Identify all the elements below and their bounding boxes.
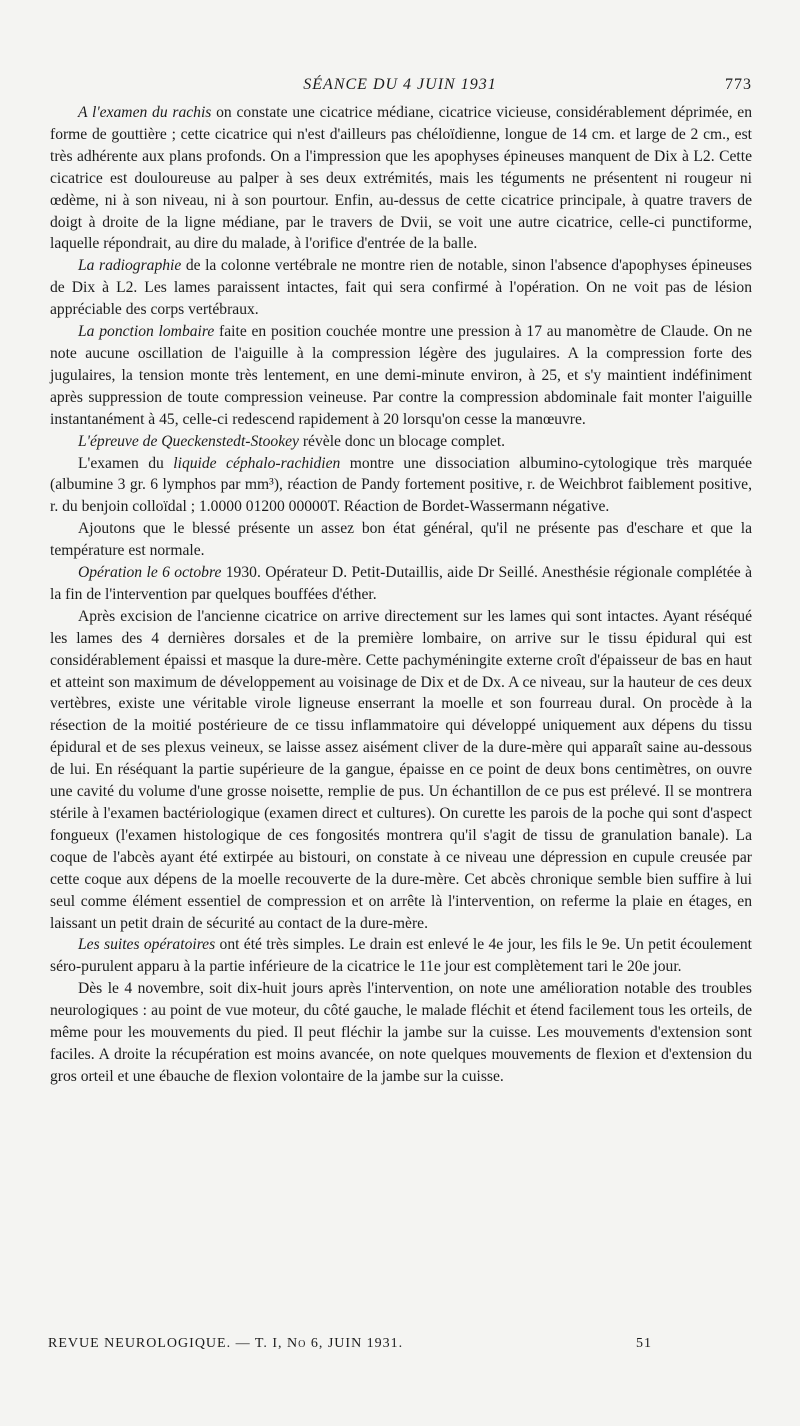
paragraph [50, 562, 752, 606]
journal-citation: REVUE NEUROLOGIQUE. — T. I, No 6, JUIN 1931. [48, 1336, 404, 1351]
paragraph-lead: La ponction lombaire [78, 323, 215, 341]
paragraph [50, 102, 752, 255]
running-title: SÉANCE DU 4 JUIN 1931 [303, 76, 497, 93]
paragraph-text: que le blessé présente un assez bon état général, qu'il ne présente pas d'eschare et que la température est normale. [50, 520, 752, 560]
paragraph [50, 934, 752, 978]
paragraph-lead: Les suites opératoires [78, 936, 216, 954]
sheet-number: 51 [636, 1336, 652, 1351]
paragraph [50, 606, 752, 935]
paragraph-lead: Ajoutons [78, 520, 136, 538]
paragraph-lead: L'examen du [78, 454, 174, 472]
paragraph [50, 978, 752, 1088]
paragraph-text: de la colonne vertébrale ne montre rien de notable, sinon l'absence d'apophyses épineuses de Dix à L2. Les lames paraissent intactes, fait qui sera confirmé à l'opération. On ne voit pas de lésion appréciable des corps vertébraux. [50, 257, 753, 319]
paragraph-text: excision de l'ancienne cicatrice on arrive directement sur les lames qui sont intactes. Ayant réséqué les lames des 4 dernières dorsales et de la première lombaire, on arrive sur le tissu épidural qui est considérablement épaissi et masque la dure-mère. Cette pachyméningite externe croît d'épaisseur de bas en haut et atteint son maximum de développement au voisinage de Dix et de Dx. A ce niveau, sur la hauteur de ces deux vertèbres, existe une véritable virole ligneuse enserrant la moelle et son fourreau dural. On procède à la résection de la moitié postérieure de ce tissu inflammatoire qui développé uniquement aux dépens du tissu épidural et de ses plexus veineux, se laisse assez aisément cliver de la dure-mère qui apparaît saine au-dessous de lui. En réséquant la partie supérieure de la gangue, épaisse en ce point de deux bons centimètres, on ouvre une cavité du volume d'une grosse noisette, remplie de pus. Un échantillon de ce pus est prélevé. Il se montrera stérile à l'examen bactériologique (examen direct et cultures). On curette les parois de la poche qui sont d'aspect fongueux (l'examen histologique de ces fongosités montrera qu'il s'agit de tissu de granulation banale). La coque de l'abcès ayant été extirpée au bistouri, on constate à ce niveau une dépression en cupule creusée par cette coque aux dépens de la moelle recouverte de la dure-mère. Cet abcès chronique semble bien suffire à lui seul comme élément essentiel de compression et on arrête là l'intervention, on referme la plaie en étages, en laissant un petit drain de sécurité au contact de la dure-mère. [50, 607, 752, 932]
paragraph-text: 1930. Opérateur D. Petit-Dutaillis, aide Dr Seillé. Anesthésie régionale complétée à la fin de l'intervention par quelques bouffées d'éther. [50, 564, 753, 603]
paragraph [50, 431, 752, 453]
paragraph-lead: Dès [78, 980, 103, 998]
paragraph [50, 321, 752, 431]
paragraph-text: montre une dissociation albumino-cytologique très marquée (albumine 3 gr. 6 lymphos par mm³), réaction de Pandy fortement positive, r. de Weichbrot faiblement positive, r. du benjoin colloïdal ; 1.0000 01200 00000T. Réaction de Bordet-Wassermann négative. [50, 454, 753, 516]
paragraph-text: faite en position couchée montre une pression à 17 au manomètre de Claude. On ne note aucune oscillation de l'aiguille à la compression légère des jugulaires. A la compression forte des jugulaires, la tension monte très lentement, en une demi-minute environ, à 25, et s'y maintient indéfiniment après suppression de toute compression veineuse. Par contre la compression abdominale fait monter l'aiguille instantanément à 45, celle-ci redescend rapidement à 20 lorsqu'on cesse la manœuvre. [50, 323, 752, 428]
paragraph [50, 255, 752, 321]
running-header [0, 76, 800, 100]
paragraph-text: on constate une cicatrice médiane, cicatrice vicieuse, considérablement déprimée, en forme de gouttière ; cette cicatrice qui n'est d'ailleurs pas chéloïdienne, longue de 14 cm. et large de 2 cm., est très adhérente aux plans profonds. On a l'impression que les apophyses épineuses manquent de Dix à L2. Cette cicatrice est douloureuse au palper à ses deux extrémités, mais les téguments ne présentent ni rougeur ni œdème, ni à son niveau, ni à son pourtour. Enfin, au-dessus de cette cicatrice principale, à quatre travers de doigt à droite de la ligne médiane, par le travers de Dvii, se voit une autre cicatrice, celle-ci punctiforme, laquelle répondrait, au dire du malade, à l'orifice d'entrée de la balle. [50, 104, 752, 253]
paragraph-lead: Opération le 6 octobre [78, 564, 222, 582]
paragraph-emphasis: liquide céphalo-rachidien [173, 454, 341, 472]
article-body [50, 102, 752, 1088]
paragraph-lead: Après [78, 607, 116, 625]
paragraph-lead: A l'examen du rachis [78, 104, 212, 121]
paragraph-lead: L'épreuve de Queckenstedt-Stookey [78, 432, 299, 450]
paragraph [50, 518, 752, 562]
paragraph-text: ont été très simples. Le drain est enlevé le 4e jour, les fils le 9e. Un petit écoulement séro-purulent apparu à la partie inférieure de la cicatrice le 11e jour est complètement tari le 20e jour. [50, 936, 752, 976]
page-footer [48, 1336, 752, 1358]
paragraph-text: le 4 novembre, soit dix-huit jours après l'intervention, on note une amélioration notable des troubles neurologiques : au point de vue moteur, du côté gauche, le malade fléchit et étend facilement tous les orteils, de même pour les mouvements du pied. Il peut fléchir la jambe sur la cuisse. Les mouvements d'extension sont faciles. A droite la récupération est moins avancée, on note quelques mouvements de flexion et d'extension du gros orteil et une ébauche de flexion volontaire de la jambe sur la cuisse. [50, 980, 752, 1085]
paragraph-text: révèle donc un blocage complet. [298, 432, 506, 450]
paragraph [50, 453, 752, 519]
page-number: 773 [725, 76, 752, 93]
paragraph-lead: La radiographie [78, 257, 182, 275]
